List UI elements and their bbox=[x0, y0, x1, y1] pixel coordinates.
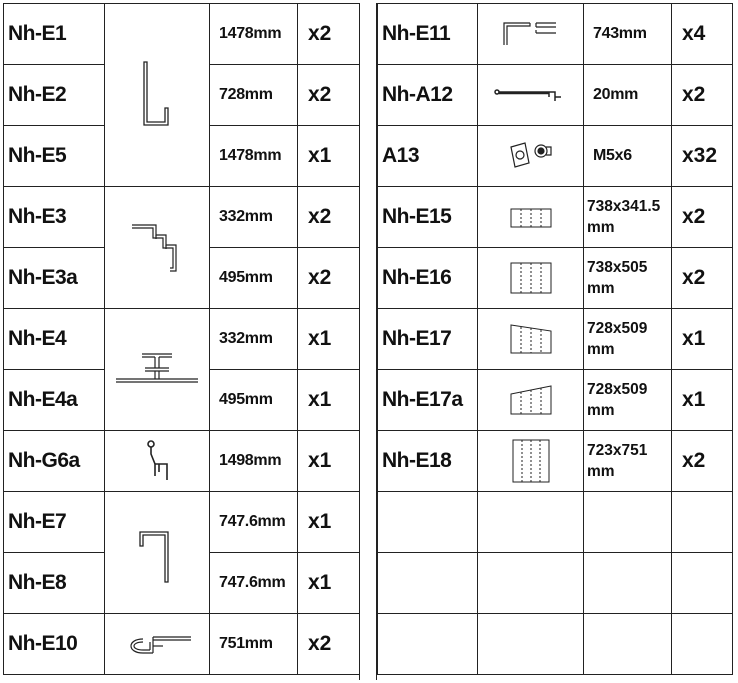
hook-profile-g6a-icon bbox=[105, 431, 210, 492]
part-quantity: x1 bbox=[672, 309, 733, 370]
table-row bbox=[4, 187, 360, 248]
part-quantity: x1 bbox=[298, 553, 360, 614]
part-dimension: 747.6mm bbox=[210, 553, 298, 614]
part-code: Nh-E4a bbox=[4, 370, 105, 431]
part-code: Nh-E18 bbox=[378, 431, 478, 492]
part-dimension: 728x509 mm bbox=[584, 309, 672, 370]
part-dimension: 723x751 mm bbox=[584, 431, 672, 492]
part-quantity: x1 bbox=[298, 431, 360, 492]
part-quantity: x1 bbox=[298, 492, 360, 553]
part-quantity: x4 bbox=[672, 4, 733, 65]
part-code: Nh-G6a bbox=[4, 431, 105, 492]
part-dimension: 495mm bbox=[210, 248, 298, 309]
table-row bbox=[378, 248, 733, 309]
part-quantity: x2 bbox=[298, 4, 360, 65]
table-row bbox=[378, 431, 733, 492]
table-row bbox=[378, 187, 733, 248]
column-divider bbox=[359, 3, 377, 680]
part-quantity: x32 bbox=[672, 126, 733, 187]
part-dimension: M5x6 bbox=[584, 126, 672, 187]
part-quantity: x1 bbox=[672, 370, 733, 431]
part-dimension: 747.6mm bbox=[210, 492, 298, 553]
part-dimension: 20mm bbox=[584, 65, 672, 126]
part-dimension: 1498mm bbox=[210, 431, 298, 492]
part-dimension: 728mm bbox=[210, 65, 298, 126]
table-row-empty bbox=[378, 553, 733, 614]
part-code: Nh-E4 bbox=[4, 309, 105, 370]
part-quantity: x1 bbox=[298, 309, 360, 370]
table-row bbox=[378, 126, 733, 187]
part-code: Nh-E17a bbox=[378, 370, 478, 431]
part-code: Nh-E2 bbox=[4, 65, 105, 126]
part-dimension: 738x341.5 mm bbox=[584, 187, 672, 248]
part-quantity: x2 bbox=[672, 431, 733, 492]
parts-table-left bbox=[3, 3, 360, 675]
part-quantity: x2 bbox=[298, 65, 360, 126]
table-row bbox=[4, 431, 360, 492]
part-code: Nh-E15 bbox=[378, 187, 478, 248]
table-row bbox=[378, 65, 733, 126]
part-dimension: 332mm bbox=[210, 309, 298, 370]
part-code: Nh-E8 bbox=[4, 553, 105, 614]
table-row bbox=[378, 4, 733, 65]
table-row bbox=[378, 309, 733, 370]
part-dimension: 332mm bbox=[210, 187, 298, 248]
angle-profile-e11-icon bbox=[478, 4, 584, 65]
part-dimension: 751mm bbox=[210, 614, 298, 675]
part-quantity: x2 bbox=[672, 248, 733, 309]
part-quantity: x2 bbox=[298, 248, 360, 309]
panel-e16-icon bbox=[478, 248, 584, 309]
part-quantity: x2 bbox=[672, 65, 733, 126]
tapered-panel-e17a-icon bbox=[478, 370, 584, 431]
part-dimension: 738x505 mm bbox=[584, 248, 672, 309]
table-row bbox=[4, 614, 360, 675]
part-code: Nh-E7 bbox=[4, 492, 105, 553]
h-profile-e4-icon bbox=[105, 309, 210, 431]
panel-e18-icon bbox=[478, 431, 584, 492]
part-dimension: 728x509 mm bbox=[584, 370, 672, 431]
table-row bbox=[378, 370, 733, 431]
part-code: A13 bbox=[378, 126, 478, 187]
table-row bbox=[4, 492, 360, 553]
part-code: Nh-E3 bbox=[4, 187, 105, 248]
part-code: Nh-E1 bbox=[4, 4, 105, 65]
part-code: Nh-E3a bbox=[4, 248, 105, 309]
pin-a12-icon bbox=[478, 65, 584, 126]
part-quantity: x2 bbox=[672, 187, 733, 248]
table-row bbox=[4, 4, 360, 65]
nut-and-screw-icon bbox=[478, 126, 584, 187]
part-quantity: x2 bbox=[298, 614, 360, 675]
part-dimension: 1478mm bbox=[210, 126, 298, 187]
panel-e15-icon bbox=[478, 187, 584, 248]
part-quantity: x1 bbox=[298, 126, 360, 187]
rounded-profile-e10-icon bbox=[105, 614, 210, 675]
part-code: Nh-A12 bbox=[378, 65, 478, 126]
part-code: Nh-E16 bbox=[378, 248, 478, 309]
part-code: Nh-E17 bbox=[378, 309, 478, 370]
part-code: Nh-E10 bbox=[4, 614, 105, 675]
parts-table-right bbox=[377, 3, 733, 675]
stepped-profile-e3-icon bbox=[105, 187, 210, 309]
angle-profile-e7-e8-icon bbox=[105, 492, 210, 614]
profile-e1-e2-e5-icon bbox=[105, 4, 210, 187]
part-dimension: 495mm bbox=[210, 370, 298, 431]
table-row-empty bbox=[378, 492, 733, 553]
part-code: Nh-E11 bbox=[378, 4, 478, 65]
tapered-panel-e17-icon bbox=[478, 309, 584, 370]
table-row-empty bbox=[378, 614, 733, 675]
part-dimension: 743mm bbox=[584, 4, 672, 65]
part-code: Nh-E5 bbox=[4, 126, 105, 187]
part-quantity: x2 bbox=[298, 187, 360, 248]
part-dimension: 1478mm bbox=[210, 4, 298, 65]
part-quantity: x1 bbox=[298, 370, 360, 431]
table-row bbox=[4, 309, 360, 370]
